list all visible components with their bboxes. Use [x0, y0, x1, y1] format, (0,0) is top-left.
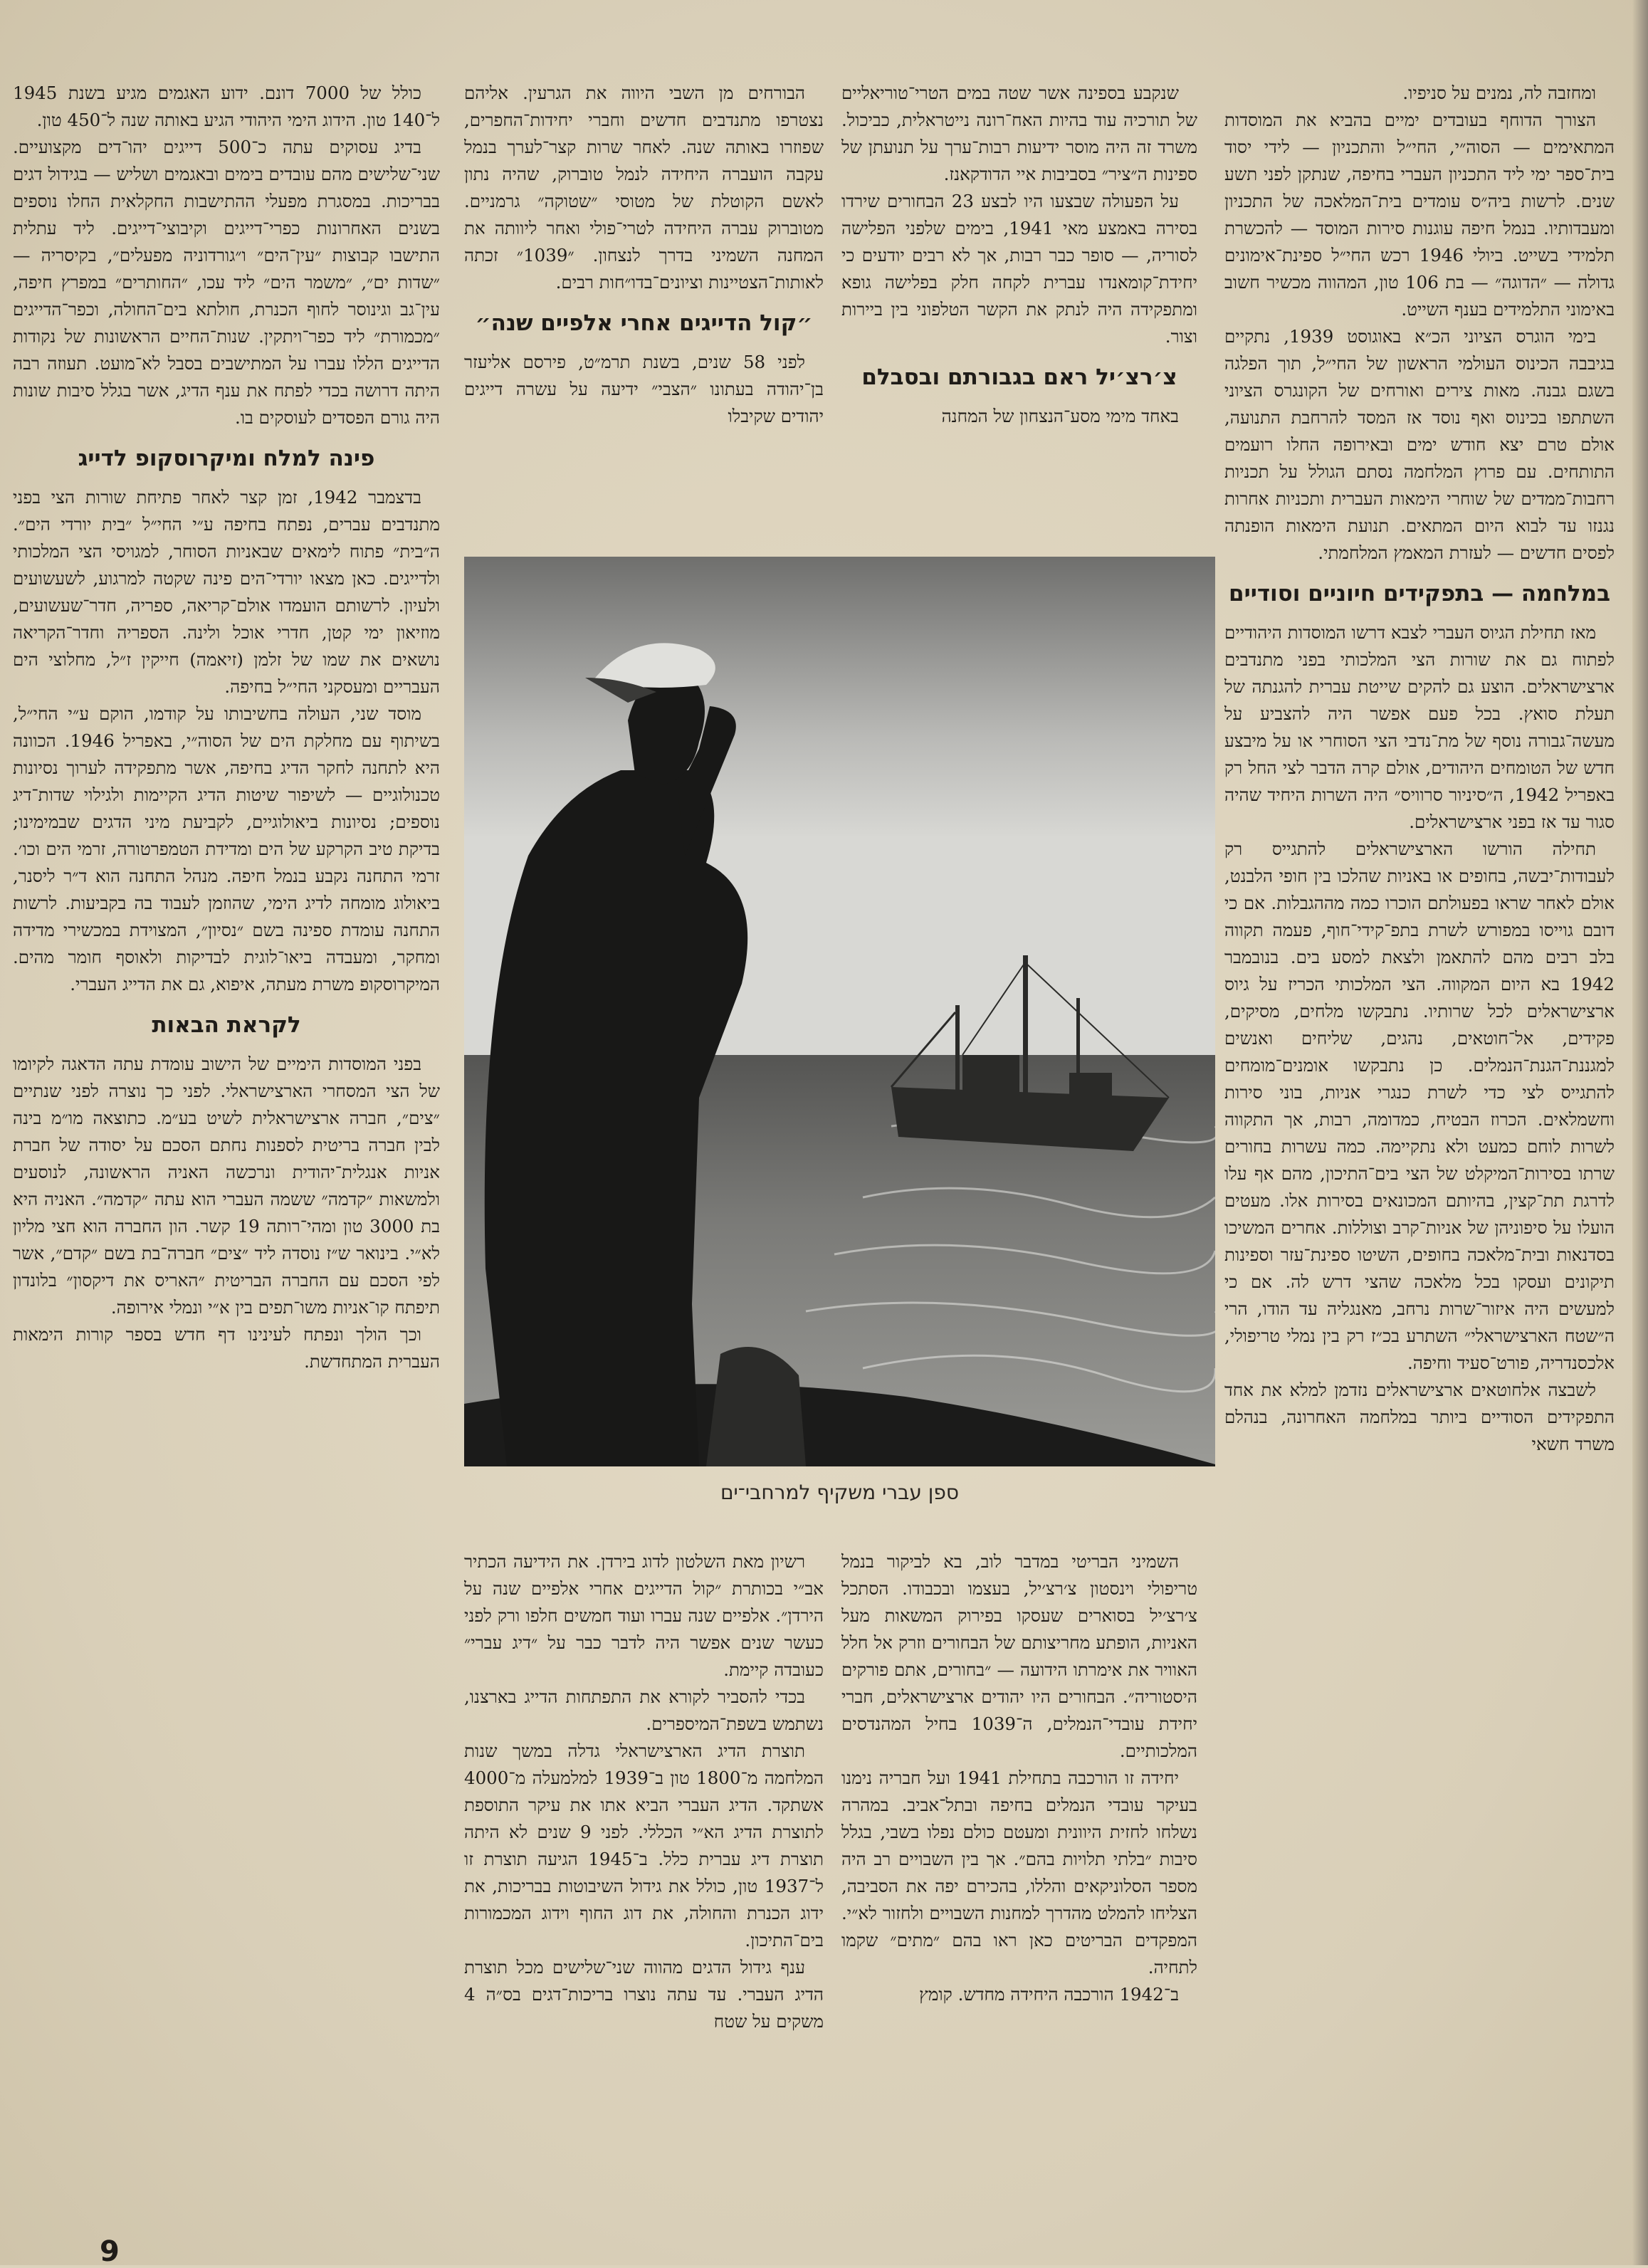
paragraph: מוסד שני, העולה בחשיבותו על קודמו, הוקם ע״י החי״ל, בשיתוף עם מחלקת הים של הסוה״י, באפריל 1946. הכוונה היא לתחנה לחקר הדיג בחיפה, אשר מתפקידה לערוך נסיונות טכנולוגיים — לשיפור שיטות הדיג הקיימות ולגילוי שדות־דיג נוספים; נסיונות ביאולוגיים, לקביעת מיני הדגים שבמימינו; בדיקת טיב הקרקע של הים ומדידת הטמפרטורה, זרמי הים וכו׳. זרמי התחנה נקבע בנמל חיפה. מנהל התחנה הוא ד״ר ליסנר, ביאולוג מומחה לדיג הימי, שהוזמן לעבוד בה בקביעות. לרשות התחנה עומדת ספינה בשם ״נסיון״, המצוידת במכשירי מדידה ומחקר, ומעבדה ביאו־לוגית לבדיקות ולאוסף חומר מהים. המיקרוסקופ משרת מעתה, איפוא, גם את הדייג העברי.	[13, 703, 440, 994]
paragraph: בכדי להסביר לקורא את התפתחות הדייג בארצנו, נשתמש בשפת־המיספרים.	[464, 1686, 824, 1734]
paragraph: באחד מימי מסע־הנצחון של המחנה	[941, 406, 1179, 426]
section-heading: במלחמה — בתפקידים חיוניים וסודיים	[1228, 581, 1611, 607]
paragraph: וכך הולך ונפתח לעינינו דף חדש בספר קורות הימאות העברית המתחדשת.	[13, 1324, 440, 1372]
paragraph: בימי הוגרס הציוני הכ״א באוגוסט 1939, נתקיים בגיבבה הכינוס העולמי הראשון של החי״ל, תוך הפלגה בשגם גבנה. מאות צירים ואורחים של הקונגרס הציוני השתתפו בכינוס ואף נוסד אז המסד להרחבת התנועה, אולם טרם יצא חודש ימים ובאירופה החלו רועמים התותחים. עם פרוץ המלחמה נסתם הגולל על תכניות רחבות־ממדים של שוחרי הימאות העברית ותכניות אחרות נגנזו עד לבוא היום המתאים. תנועת הימאות הופנתה לפסים חדשים — לעזרת המאמץ המלחמתי.	[1224, 326, 1615, 563]
photo-caption: ספן עברי משקיף למרחבי־ים	[720, 1481, 960, 1504]
paragraph: על הפעולה שבצעו היו לבצע 23 הבחורים שירדו בסירה באמצע מאי 1941, בימים שלפני הפלישה לסוריה, — סופר כבר רבות, אך לא רבים יודעים כי יחידת־קומאנדו עברית לקחה חלק בפלישה גופא ומתפקידה היה לנתק את הקשר הטלפוני בין ביירות וצור.	[841, 191, 1197, 347]
paragraph: לפני 58 שנים, בשנת תרמ״ט, פירסם אליעזר בן־יהודה בעתונו ״הצבי״ ידיעה על עשרה דייגים יהודים שקיבלו	[464, 352, 824, 426]
paragraph: תוצרת הדיג הארצישראלי גדלה במשך שנות המלחמה מ־1800 טון ב־1939 למלמעלה מ־4000 אשתקד. הדיג העברי הביא אתו את עיקר התוספת לתוצרת הדיג הא״י הכללי. לפני 9 שנים לא היתה תוצרת דיג עברית כלל. ב־1945 הגיעה תוצרת זו ל־1937 טון, כולל את גידול השיבוטות בבריכות, את ידוג הכנרת והחולה, את דוג החוף וידוג המכמורות בים־התיכון.	[464, 1741, 824, 1951]
paragraph: בפני המוסדות הימיים של הישוב עומדת עתה הדאגה לקיומו של הצי המסחרי הארצישראלי. לפני כך נוצרה לפני שנתיים ״צים״, חברה ארצישראלית לשיט בע״מ. כתוצאה מו״מ בינה לבין חברה בריטית לספנות נחתם הסכם על יסודה של חברת אניות אנגלית־יהודית ונרכשה האניה הראשונה, לנוסעים ולמשאות ״קדמה״ ששמה העברי הוא עתה ״קדמה״. האניה היא בת 3000 טון ומהי־רותה 19 קשר. הון החברה הוא חצי מליון לא״י. בינואר ש״ז נוסדה ליד ״צים״ חברה־בת בשם ״קדם״, אשר לפי הסכם עם החברה הבריטית ״האריס את דיקסון״ בלונדון תיפתח קו־אניות משו־תפים בין א״י ונמלי אירופה.	[13, 1054, 440, 1318]
paragraph: ומחזבה לה, נמנים על סניפיו.	[1402, 83, 1596, 103]
column-2-top	[841, 80, 1197, 546]
page-spine	[1632, 0, 1648, 2265]
section-heading: צ׳רצ׳יל ראם בגבורתם ובסבלם	[861, 364, 1177, 390]
paragraph: תחילה הורשו הארצישראלים להתגייס רק לעבודות־יבשה, בחופים או באניות שהלכו בין חופי הלבנט, אולם לאחר שראו בפעולתם הוכרו כמה מההגבלות. אם כי דובם גוייסו במפורש לשרת בתפ־קידי־חוף, פעמה תקווה בלב רבים מהם להתאמן ולצאת למסע בים. בנובמבר 1942 בא היום המקווה. הצי המלכותי הכריז על גיוס ארצישראלים לכל שרותיו. נתבקשו מלחים, מסיקים, פקידים, אל־חוטאים, נהגים, שליחים ואנשים למגננת־הגנת־הנמלים. כן נתבקשו אומנים־מומחים להתגייס לצי כדי לשרת כנגרי אניות, בוני סירות וחשמלאים. הכרוז הבטיח, כמדומה, רבות, אך התקווה לשרות לוחם כמעט ולא נתקיימה. כמה עשרות בחורים שרתו בסירות־המיקלט של הצי בים־התיכון, מהם אף עלו לדרגת תת־קצין, בהיותם המכונאים בסירות אלו. מעטים הועלו על סיפוניהן של אניות־קרב וצוללות. אחרים המשיכו בסדנאות ובית־מלאכה בחופים, השיטו ספינת־עזר וספינות תיקונים ועסקו בכל מלאכה שהצי דרש לה. אם כי למעשים היה איזור־שרות נרחב, מאנגליה עד הודו, הרי ה״שטח הארצישראלי״ השתרע בכ״ז רק בין נמלי טריפולי, אלכסנדריה, פורט־סעיד וחיפה.	[1224, 839, 1615, 1373]
column-2-bottom	[841, 1548, 1197, 2207]
paragraph: השמיני הבריטי במדבר לוב, בא לביקור בנמל טריפולי וינסטון צ׳רצ׳יל, בעצמו ובכבודו. הסתכל צ׳רצ׳יל בסוארים שעסקו בפירוק המשאות מעל האניות, הופתע מחריצותם של הבחורים וזרק אל חלל האוויר את אימרתו הידועה — ״בחורים, אתם פורקים היסטוריה״. הבחורים היו יהודים ארצישראלים, חברי יחידת עובדי־הנמלים, ה־1039 בחיל המהנדסים המלכותיים.	[841, 1551, 1197, 1761]
paragraph: לשבצה אלחוטאים ארצישראלים נזדמן למלא את אחד התפקידים הסודיים ביותר במלחמה האחרונה, בנהלם משרד חשאי	[1224, 1380, 1615, 1454]
paragraph: מאז תחילת הגיוס העברי לצבא דרשו המוסדות היהודיים לפתוח גם את שורות הצי המלכותי בפני מתנדבים ארצישראלים. הוצע גם להקים שייטת עברית להגנתה של תעלת סואץ. בכל פעם אפשר היה להצביע על מעשה־גבורה נוסף של מת־נדבי הצי הסוחרי או על מיבצע חדש של הטומחים היהודים, אולם קרה הדבר לצי החל רק באפריל 1942, ה״סיניור סרוויס״ היה השרות היחיד שהיה סגור עד אז בפני ארצישראלים.	[1224, 622, 1615, 832]
paragraph: שנקבע בספינה אשר שטה במים הטרי־טוריאליים של תורכיה עוד בהיות האח־רונה נייטראלית, כביכול. משרד זה היה מוסר ידיעות רבות־ערך על תנועתן של ספינות ה״ציר״ בסביבות איי הדודקאנז.	[841, 83, 1197, 184]
section-heading: ״קול הדייגים אחרי אלפיים שנה״	[475, 310, 813, 336]
section-heading: פינה למלח ומיקרוסקופ לדייג	[78, 446, 375, 471]
paragraph: יחידה זו הורכבה בתחילת 1941 ועל חבריה נימנו בעיקר עובדי הנמלים בחיפה ובתל־אביב. במהרה נשלחו לחזית היוונית ומעטם כולם נפלו בשבי, בגלל סיבות ״בלתי תלויות בהם״. אך בין השבויים רב היה מספר הסלוניקאים והללו, בהכירם יפה את הסביבה, הצליחו להמלט מהדרך למחנות השבויים ולחזור לא״י. המפקדים הבריטים כאן ראו בהם ״מתים״ שקמו לתחיה.	[841, 1768, 1197, 1978]
paragraph: בדצמבר 1942, זמן קצר לאחר פתיחת שורות הצי בפני מתנדבים עברים, נפתח בחיפה ע״י החי״ל ״בית יורדי הים״. ה״בית״ פתוח לימאים שבאניות הסוחר, למגויסי הצי המלכותי ולדייגים. כאן מצאו יורדי־הים פינה שקטה למרגוע, לשעשועים ולעיון. לרשותם הועמדו אולם־קריאה, ספריה, חדר־שעשועים, מוזיאון ימי קטן, חדרי אוכל ולינה. הספריה וחדר־הקריאה נושאים את שמו של זלמן (זיאמה) חייקין ז״ל, מחלוצי הים העבריים ומעסקני החי״ל בחיפה.	[13, 487, 440, 697]
paragraph: ב־1942 הורכבה היחידה מחדש. קומץ	[919, 1984, 1179, 2005]
paragraph: ענף גידול הדגים מהווה שני־שלישים מכל תוצרת הדיג העברי. עד עתה נוצרו בריכות־דגים בס״ה 4 משקים על שטח	[464, 1957, 824, 2032]
column-3-bottom	[464, 1548, 824, 2207]
column-left	[13, 80, 440, 2208]
sailor-photo	[464, 557, 1215, 1466]
column-3-top	[464, 80, 824, 546]
paragraph: בדיג עסוקים עתה כ־500 דייגים יהו־דים מקצועיים. שני־שלישים מהם עובדים בימים ובאגמים ושליש — בגידול דגים בבריכות. במסגרת מפעלי ההתישבות החקלאית החלו נוספים בשנים האחרונות כפרי־דייגים וקיבוצי־דייגים. ליד עתלית התישבו קבוצות ״עין־הים״ ו״גורדוניה מפעלים״, בקיסריה — ״שדות ים״, ״משמר הים״ ליד עכו, ״החותרים״ במפרץ חיפה, עין־גב וגינוסר לחוף הכנרת, חולתא בים־החולה, וכפר־הדייגים ״מכמורת״ ליד כפר־ויתקין. שנות־החיים הראשונות של נקודות הדייגים הללו עברו על המתישבים בסבל לא־מועט. תעוזה רבה היתה דרושה בכדי לפתח את ענף הדיג, אשר בגלל סיבות שונות היה גורם הפסדים לעוסקים בו.	[13, 137, 440, 428]
section-heading: לקראת הבאות	[152, 1012, 301, 1038]
paragraph: הבורחים מן השבי היווה את הגרעין. אליהם נצטרפו מתנדבים חדשים וחברי יחידות־החפרים, שפוזרו באותה שנה. לאחר שרות קצר־לערך בנמל עקבה הועברה היחידה לנמל טוברוק, שהיה נתון לאשם הקוטלת של מטוסי ״שטוקה״ גרמניים. מטוברוק עברה היחידה לטרי־פולי ואחר ליוותה את המחנה השמיני בדרך לנצחון. ״1039״ זכתה לאותות־הצטיינות וציונים־בדו״חות רבים.	[464, 83, 824, 293]
paragraph: רשיון מאת השלטון לדוג בירדן. את הידיעה הכתיר אב״י בכותרת ״קול הדייגים אחרי אלפיים שנה על הירדן״. אלפיים שנה עברו ועוד חמשים חלפו ורק לפני כעשר שנים אפשר היה לדבר כבר על ״דיג עברי״ כעובדה קיימת.	[464, 1551, 824, 1680]
paragraph: כולל של 7000 דונם. ידוע האגמים מגיע בשנת 1945 ל־140 טון. הידוג הימי היהודי הגיע באותה שנה ל־450 טון.	[13, 83, 440, 130]
paragraph: הצורך הדוחף בעובדים ימיים בהביא את המוסדות המתאימים — הסוה״י, החי״ל והתכניון — לידי יסוד בית־ספר ימי ליד התכניון העברי בחיפה, שנתקן לפני תשע שנים. לרשות ביה״ס עומדים בית־המלאכה של התכניון ומעבדותיו. בנמל חיפה עוגנות סירות המוסד — להכשרת תלמידי בשייט. ביולי 1946 רכש החי״ל ספינת־אימונים גדולה — ״הדוגה״ — בת 106 טון, המהווה מכשיר חשוב באימוני התלמידים בענף השייט.	[1224, 110, 1615, 320]
page-number: 9	[100, 2235, 120, 2268]
column-right	[1224, 80, 1615, 2208]
